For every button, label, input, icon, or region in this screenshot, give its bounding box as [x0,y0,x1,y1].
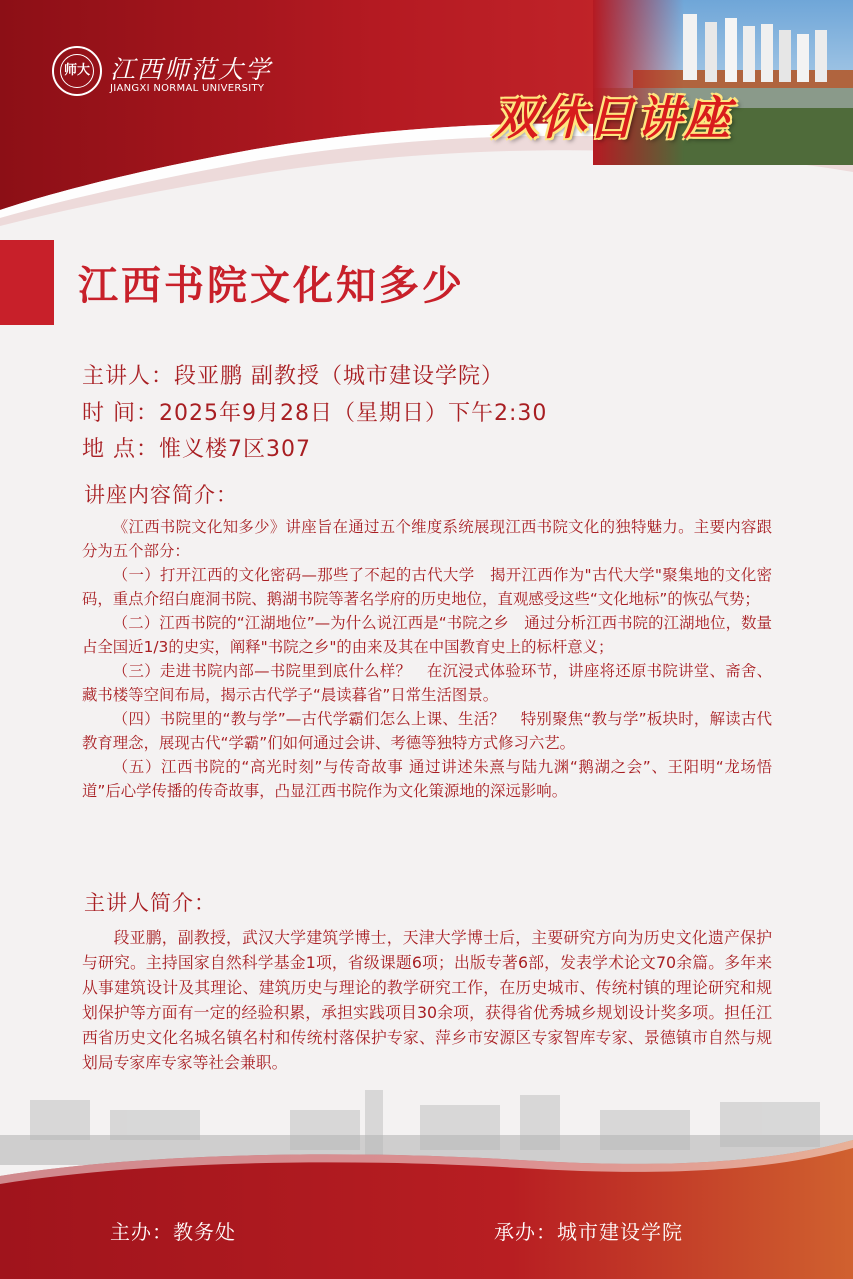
host-unit: 主办：教务处 [110,1220,236,1244]
logo-emblem-text: 师大 [60,54,94,88]
summary-paragraph: （五）江西书院的“高光时刻”与传奇故事 通过讲述朱熹与陆九渊“鹅湖之会”、王阳明“龙场悟道”后心学传播的传奇故事，凸显江西书院作为文化策源地的深远影响。 [82,758,772,800]
university-name-en: JIANGXI NORMAL UNIVERSITY [110,83,265,94]
summary-paragraph: （一）打开江西的文化密码—那些了不起的古代大学 揭开江西作为"古代大学"聚集地的文化密码，重点介绍白鹿洞书院、鹅湖书院等著名学府的历史地位，直观感受这些“文化地标”的恢弘气势； [82,566,772,608]
title-accent-bar [0,240,54,325]
summary-paragraph: （三）走进书院内部—书院里到底什么样？ 在沉浸式体验环节，讲座将还原书院讲堂、斋舍、藏书楼等空间布局，揭示古代学子“晨读暮省”日常生活图景。 [82,662,772,704]
summary-paragraph: 《江西书院文化知多少》讲座旨在通过五个维度系统展现江西书院文化的独特魅力。主要内容跟分为五个部分： [82,518,772,560]
time-line: 时 间：2025年9月28日（星期日）下午2:30 [82,401,548,426]
bio-heading: 主讲人简介： [84,891,216,915]
university-logo [52,46,102,96]
bio-body [82,925,772,1075]
university-name-cn: 江西师范大学 [110,55,273,84]
lecture-series-title: 双休日讲座 [492,91,732,145]
organizer-unit: 承办：城市建设学院 [494,1220,683,1244]
summary-heading: 讲座内容简介： [84,483,238,507]
summary-paragraph: （二）江西书院的“江湖地位”—为什么说江西是“书院之乡 通过分析江西书院的江湖地位，数量占全国近1/3的史实，阐释"书院之乡"的由来及其在中国教育史上的标杆意义； [82,614,772,656]
speaker-line: 主讲人：段亚鹏 副教授（城市建设学院） [82,364,504,389]
summary-body [82,515,772,803]
venue-line: 地 点：惟义楼7区307 [82,437,311,462]
footer-background [0,1090,853,1279]
bio-paragraph: 段亚鹏，副教授，武汉大学建筑学博士，天津大学博士后，主要研究方向为历史文化遗产保护与研究。主持国家自然科学基金1项，省级课题6项；出版专著6部，发表学术论文70余篇。多年来从事建筑设计及其理论、建筑历史与理论的教学研究工作，在历史城市、传统村镇的理论研究和规划保护等方面有一定的经验积累，承担实践项目30余项，获得省优秀城乡规划设计奖多项。担任江西省历史文化名城名镇名村和传统村落保护专家、萍乡市安源区专家智库专家、景德镇市自然与规划局专家库专家等社会兼职。 [82,928,772,1072]
summary-paragraph: （四）书院里的“教与学”—古代学霸们怎么上课、生活？ 特别聚焦“教与学”板块时，解读古代教育理念，展现古代“学霸”们如何通过会讲、考德等独特方式修习六艺。 [82,710,772,752]
lecture-title: 江西书院文化知多少 [78,263,465,309]
